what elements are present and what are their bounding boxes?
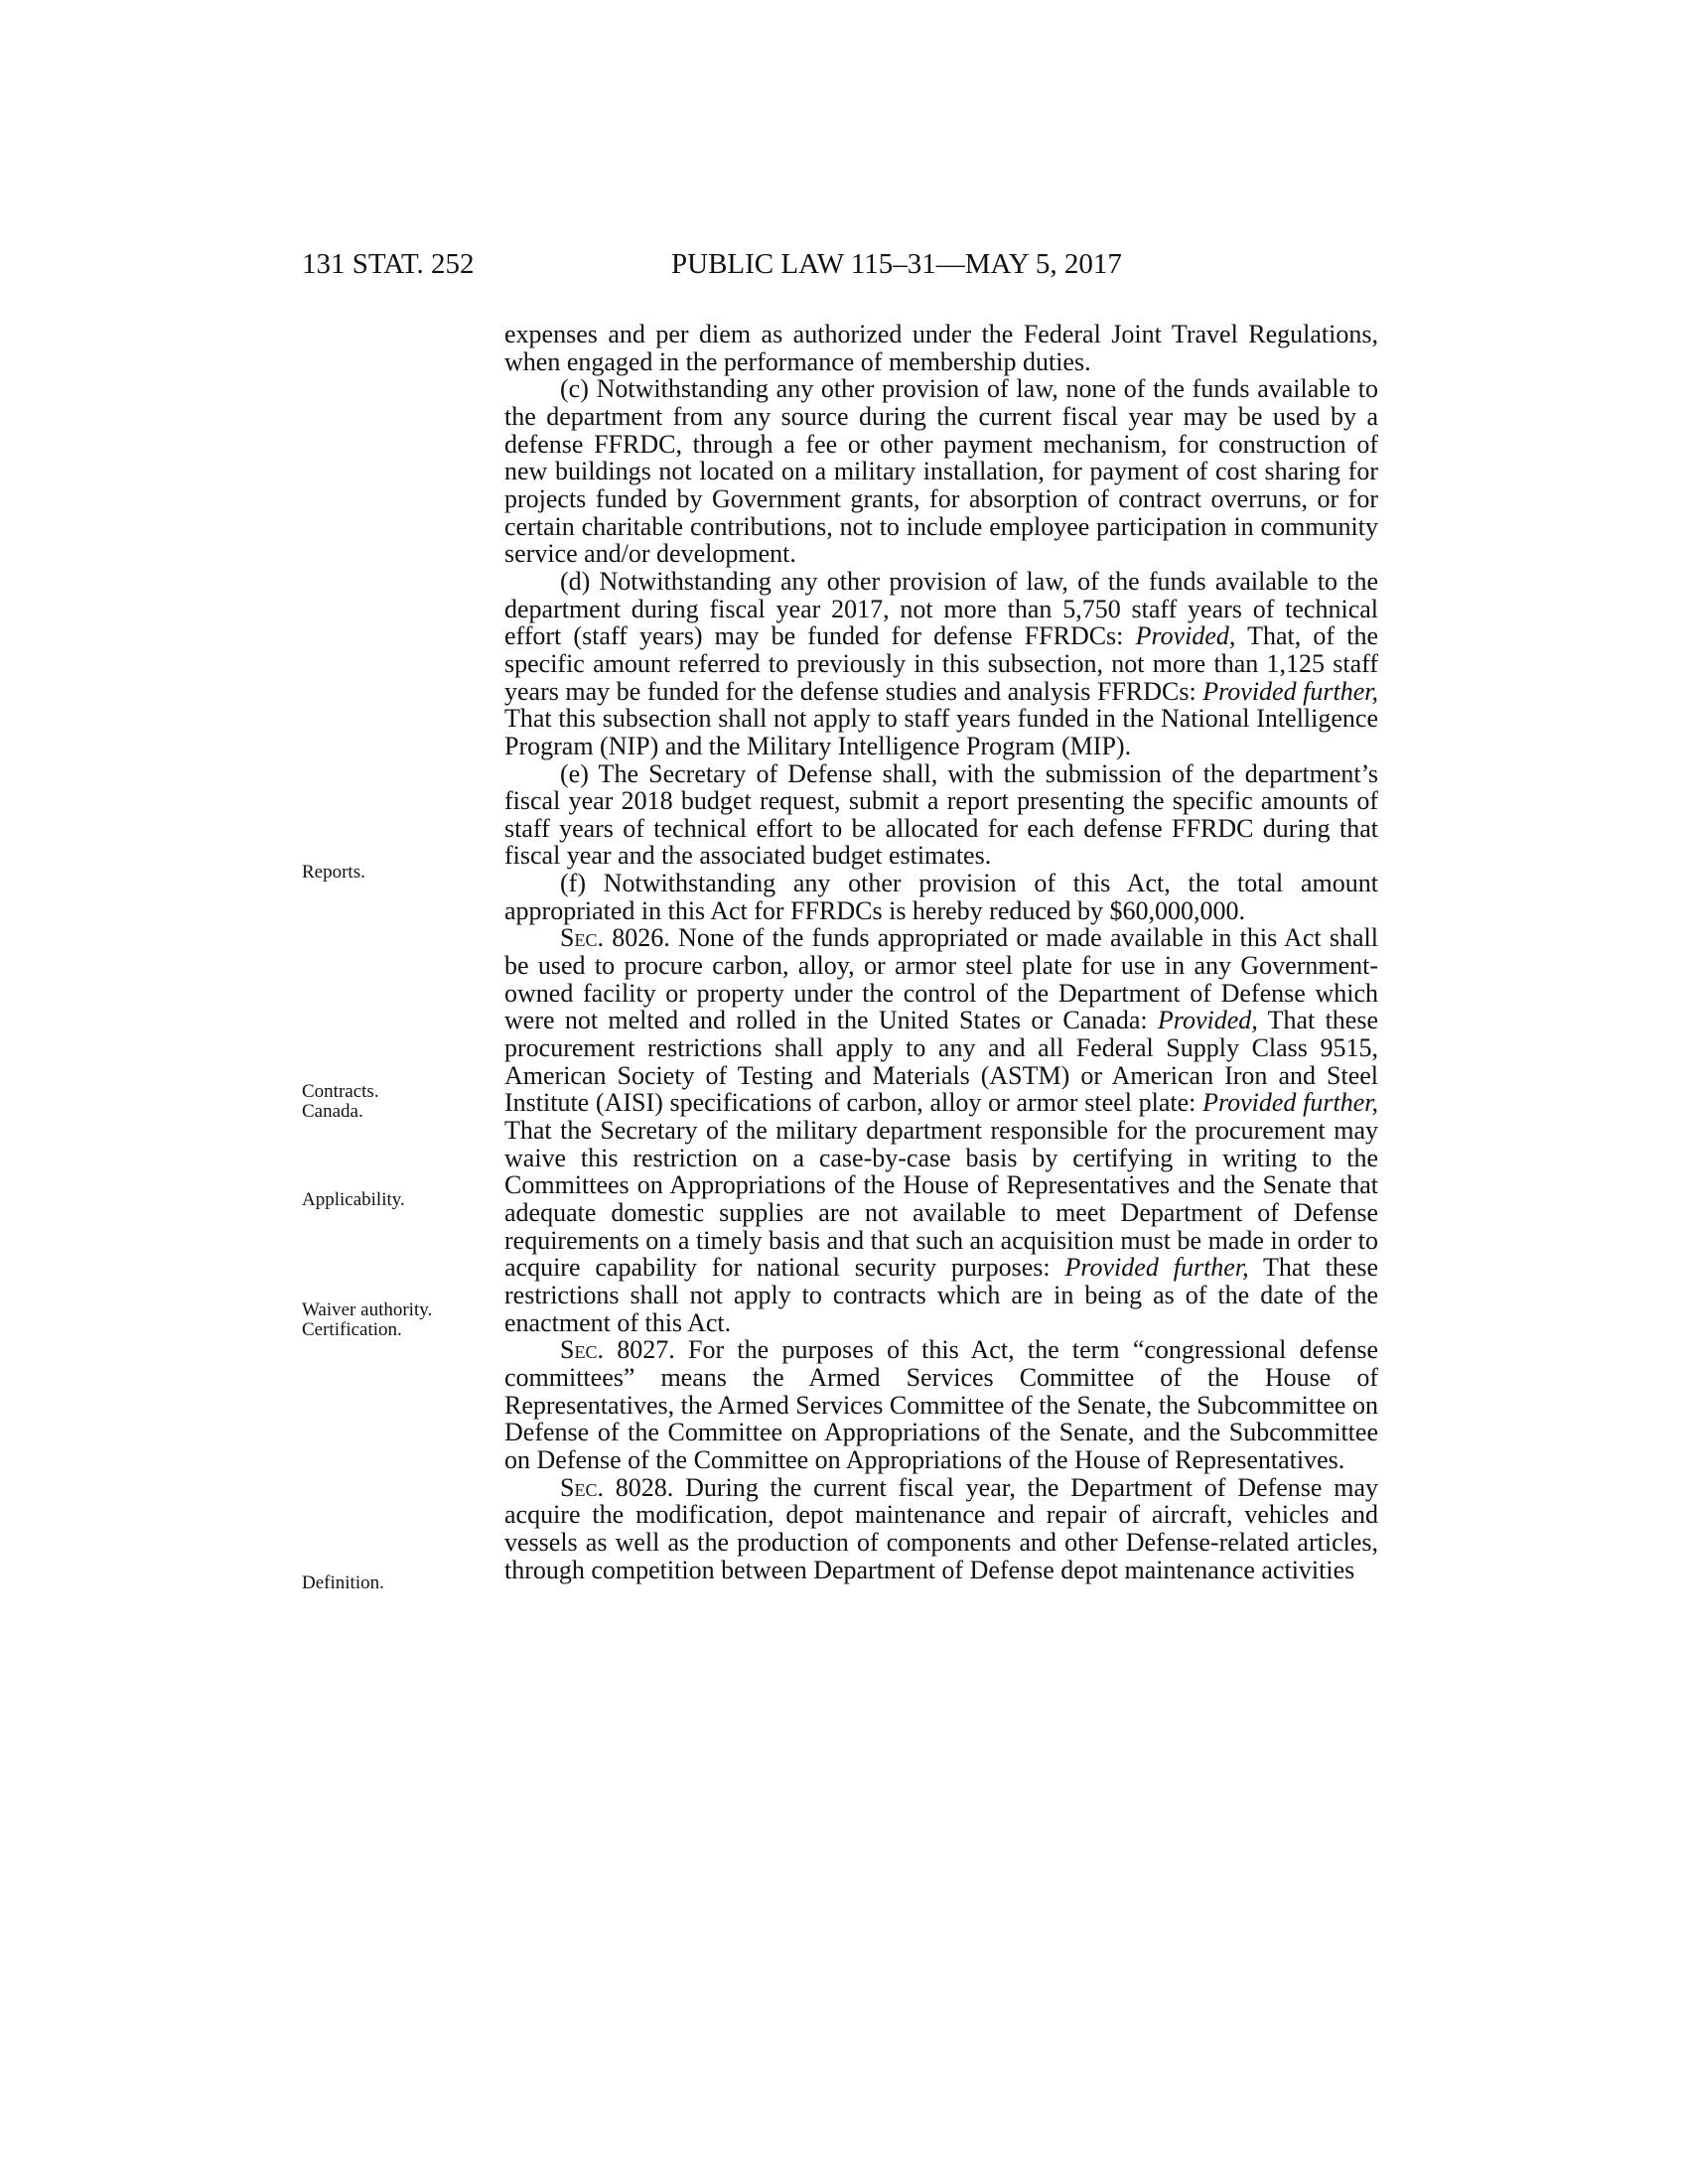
margin-note-text: Contracts. (302, 1081, 379, 1102)
margin-note-contracts-canada (302, 1082, 491, 1122)
text-run: During the current fiscal year, the Department of Defense may acquire the modification, depot maintenance and repair of aircraft, vehicles and vessels as well as the production of components and other Defense-related articles, through competition between Department of Defense depot maintenance activities (504, 1472, 1378, 1584)
margin-note-reports (302, 863, 491, 883)
margin-note-text: Waiver authority. (302, 1299, 433, 1320)
margin-note-applicability (302, 1190, 491, 1210)
text-run: That this subsection shall not apply to staff years funded in the National Intelligence Program (NIP) and the Military Intelligence Program (MIP). (504, 704, 1378, 760)
paragraph-e: (e) The Secretary of Defense shall, with the submission of the department’s fiscal year 2018 budget request, submit a report presenting the specific amounts of staff years of technical effort to be allocated for each defense FFRDC during that fiscal year and the associated budget estimates. (504, 758, 1378, 871)
proviso-italic: Provided, (1157, 1006, 1258, 1035)
section-label: Sec. 8026. (560, 923, 670, 953)
text-run: That the Secretary of the military department responsible for the procurement may waive this restriction on a case-by-case basis by certifying in writing to the Committees on Appropriations of the House of Representatives and the Senate that adequate domestic supplies are not available to meet Department of Defense requirements on a timely basis and that such an acquisition must be made in order to acquire capability for national security purposes: (504, 1116, 1378, 1283)
page-header (0, 248, 1688, 288)
margin-note-definition (302, 1573, 491, 1593)
margin-note-text: Canada. (302, 1101, 363, 1122)
paragraph-d (504, 568, 1378, 760)
section-label: Sec. 8027. (560, 1335, 675, 1365)
paragraph-f: (f) Notwithstanding any other provision of this Act, the total amount appropriated in this Act for FFRDCs is hereby reduced by $60,000,000. (504, 869, 1378, 925)
paragraph-continued: expenses and per diem as authorized under the Federal Joint Travel Regulations, when engaged in the performance of membership duties. (504, 320, 1378, 376)
section-8028 (504, 1474, 1378, 1584)
margin-note-text: Reports. (302, 862, 365, 883)
proviso-italic: Provided further, (1202, 1088, 1378, 1118)
text-run: That, of the specific amount referred to previously in this subsection, not more than 1,125 staff years may be funded for the defense studies and analysis FFRDCs: (504, 621, 1378, 706)
text-run: None of the funds appropriated or made available in this Act shall be used to procure carbon, alloy, or armor steel plate for use in any Government-owned facility or property under the control of the Department of Defense which were not melted and rolled in the United States or Canada: (504, 923, 1378, 1035)
paragraph-c: (c) Notwithstanding any other provision of law, none of the funds available to the department from any source during the current fiscal year may be used by a defense FFRDC, through a fee or other payment mechanism, for construction of new buildings not located on a military installation, for payment of cost sharing for projects funded by Government grants, for absorption of contract overruns, or for certain charitable contributions, not to include employee participation in community service and/or development. (504, 374, 1378, 569)
margin-note-waiver-certification (302, 1300, 491, 1340)
proviso-italic: Provided further, (1064, 1253, 1249, 1283)
proviso-italic: Provided further, (1202, 676, 1378, 706)
margin-note-text: Applicability. (302, 1189, 405, 1210)
text-run: That these restrictions shall not apply to contracts which are in being as of the date of the enactment of this Act. (504, 1253, 1378, 1337)
section-8026 (504, 924, 1378, 1336)
section-8027 (504, 1336, 1378, 1473)
margin-note-text: Certification. (302, 1319, 402, 1340)
statute-body (504, 321, 1378, 1583)
section-label: Sec. 8028. (560, 1472, 674, 1502)
statute-page-number: 131 STAT. 252 (302, 248, 475, 280)
text-run: (d) Notwithstanding any other provision of law, of the funds available to the department during fiscal year 2017, not more than 5,750 staff years of technical effort (staff years) may be funded for defense FFRDCs: (504, 566, 1378, 651)
running-head-title: PUBLIC LAW 115–31—MAY 5, 2017 (671, 248, 1122, 280)
margin-note-text: Definition. (302, 1572, 384, 1593)
text-run: That these procurement restrictions shall apply to any and all Federal Supply Class 9515, American Society of Testing and Materials (ASTM) or American Iron and Steel Institute (AISI) specifications of carbon, alloy or armor steel plate: (504, 1006, 1378, 1118)
proviso-italic: Provided, (1135, 621, 1236, 651)
text-run: For the purposes of this Act, the term “congressional defense committees” means the Armed Services Committee of the House of Representatives, the Armed Services Committee of the Senate, the Subcommittee on Defense of the Committee on Appropriations of the Senate, and the Subcommittee on Defense of the Committee on Appropriations of the House of Representatives. (504, 1335, 1379, 1474)
